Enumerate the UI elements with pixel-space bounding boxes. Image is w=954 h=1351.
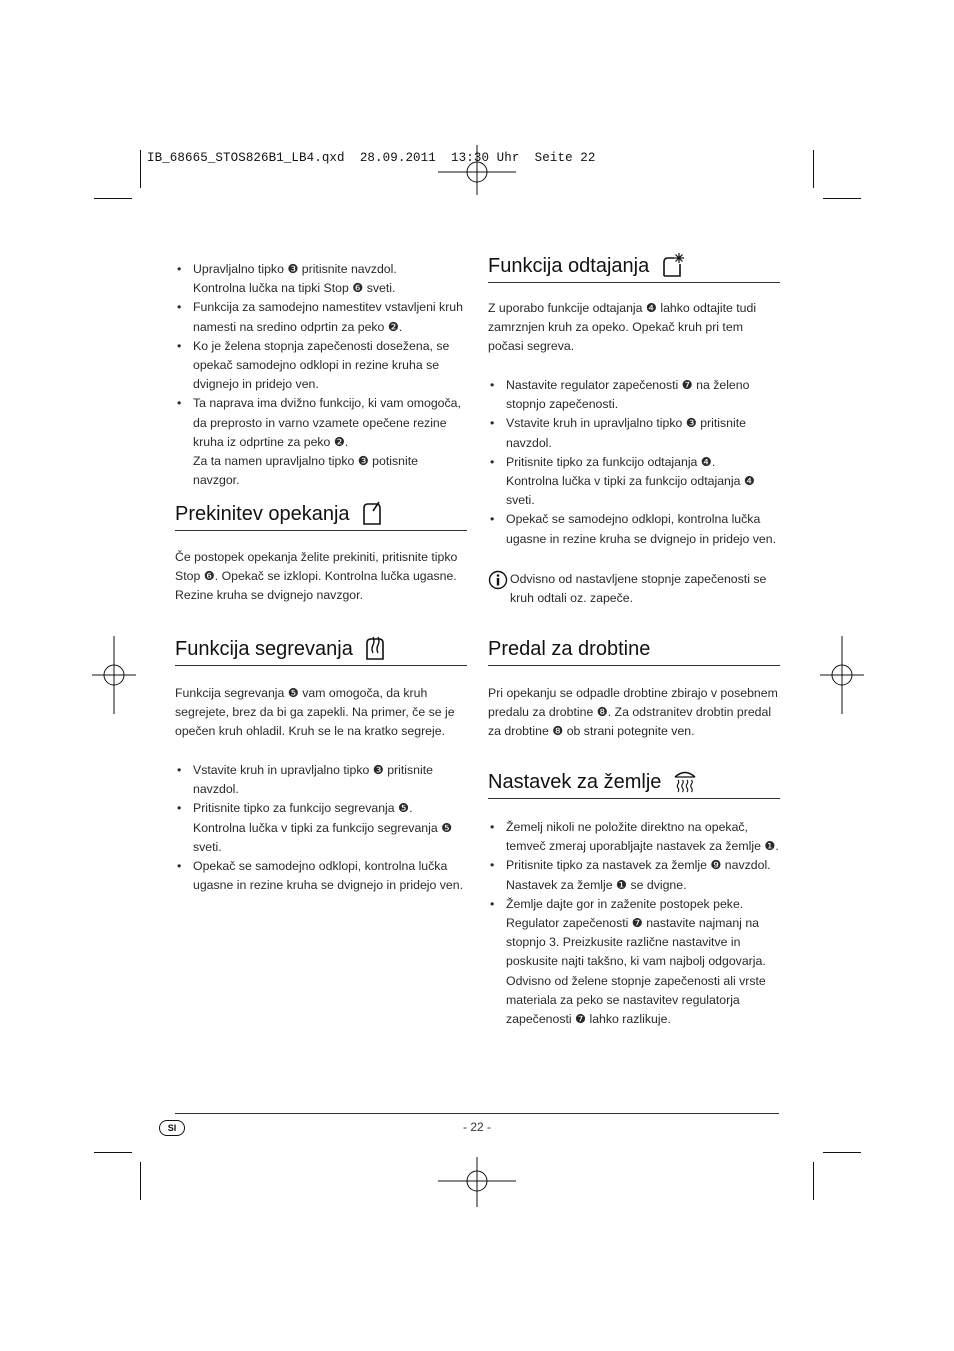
list-item: • Vstavite kruh in upravljalno tipko ❸ pritisnite navzdol. [175, 761, 467, 799]
list-item: • Pritisnite tipko za funkcijo odtajanja ❹. Kontrolna lučka v tipki za funkcijo odtajanja ❹ sveti. [488, 453, 780, 511]
heading-text: Nastavek za žemlje [488, 771, 662, 793]
reheat-paragraph: Funkcija segrevanja ❺ vam omogoča, da kruh segrejete, brez da bi ga zapekli. Na primer, če se je opečen kruh ohladil. Kruh se le na kratko segreje. [175, 686, 455, 739]
bun-rack-icon [672, 768, 698, 794]
info-icon [488, 570, 508, 590]
list-item: • Nastavite regulator zapečenosti ❼ na želeno stopnjo zapečenosti. [488, 376, 780, 414]
list-item: • Pritisnite tipko za nastavek za žemlje ❾ navzdol. Nastavek za žemlje ❶ se dvigne. [488, 856, 780, 894]
language-badge: SI [159, 1120, 185, 1136]
heading-text: Prekinitev opekanja [175, 503, 350, 525]
heading-text: Funkcija odtajanja [488, 255, 650, 277]
section-heading-defrost [488, 252, 780, 283]
list-item: • Ko je želena stopnja zapečenosti dosežena, se opekač samodejno odklopi in rezine kruha se dvignejo in pridejo ven. [175, 337, 467, 395]
defrost-paragraph: Z uporabo funkcije odtajanja ❹ lahko odtajite tudi zamrznjen kruh za opeko. Opekač kruh pri tem počasi segreva. [488, 301, 757, 354]
crop-mark [140, 150, 141, 188]
section-heading-reheat [175, 635, 467, 666]
info-note: Odvisno od nastavljene stopnje zapečenosti se kruh odtali oz. zapeče. [488, 570, 780, 608]
section-heading-bun [488, 768, 780, 799]
defrost-list [488, 376, 780, 549]
list-item: • Opekač se samodejno odklopi, kontrolna lučka ugasne in rezine kruha se dvignejo in pridejo ven. [175, 857, 467, 895]
registration-mark-right [820, 636, 864, 714]
print-slug: IB_68665_STOS826B1_LB4.qxd 28.09.2011 13:30 Uhr Seite 22 [147, 151, 596, 165]
toast-defrost-icon [660, 252, 686, 278]
toast-stop-icon [360, 500, 386, 526]
crumb-paragraph: Pri opekanju se odpadle drobtine zbirajo v posebnem predalu za drobtine ❽. Za odstranitev drobtin predal za drobtine ❽ ob strani potegnite ven. [488, 686, 778, 739]
list-item: • Funkcija za samodejno namestitev vstavljeni kruh namesti na sredino odprtin za peko ❷. [175, 298, 467, 336]
toast-reheat-icon [363, 635, 389, 661]
crop-mark [823, 198, 861, 199]
crop-mark [94, 1152, 132, 1153]
list-item: • Ta naprava ima dvižno funkcijo, ki vam omogoča, da preprosto in varno vzamete opečene rezine kruha iz odprtine za peko ❷. Za ta namen upravljalno tipko ❸ potisnite navzgor. [175, 394, 467, 490]
list-item: • Opekač se samodejno odklopi, kontrolna lučka ugasne in rezine kruha se dvignejo in pridejo ven. [488, 510, 780, 548]
list-item: • Vstavite kruh in upravljalno tipko ❸ pritisnite navzdol. [488, 414, 780, 452]
section-heading-stop [175, 500, 467, 531]
registration-mark-left [92, 636, 136, 714]
reheat-list [175, 761, 467, 895]
left-intro-list [175, 260, 467, 490]
list-item: • Žemlje dajte gor in zaženite postopek peke. Regulator zapečenosti ❼ nastavite najmanj na stopnjo 3. Preizkusite različne nastavitve in poskusite najti takšno, ki vam najbolj odgovarja. Odvisno od želene stopnje zapečenosti ali vrste materiala za peko se nastavitev regulatorja zapečenosti ❼ lahko razlikuje. [488, 895, 780, 1029]
bun-list [488, 818, 780, 1029]
crop-mark [94, 198, 132, 199]
crop-mark [813, 1162, 814, 1200]
section-heading-crumb [488, 637, 780, 666]
crop-mark [140, 1162, 141, 1200]
footer-rule [175, 1113, 779, 1114]
heading-text: Funkcija segrevanja [175, 638, 353, 660]
list-item: • Pritisnite tipko za funkcijo segrevanja ❺. Kontrolna lučka v tipki za funkcijo segrevanja ❺ sveti. [175, 799, 467, 857]
list-item: • Upravljalno tipko ❸ pritisnite navzdol. Kontrolna lučka na tipki Stop ❻ sveti. [175, 260, 467, 298]
list-item: • Žemelj nikoli ne položite direktno na opekač, temveč zmeraj uporabljajte nastavek za žemlje ❶. [488, 818, 780, 856]
registration-mark-bottom [438, 1157, 516, 1207]
heading-text: Predal za drobtine [488, 638, 651, 660]
crop-mark [823, 1152, 861, 1153]
crop-mark [813, 150, 814, 188]
page-number: - 22 - [462, 1120, 491, 1134]
stop-paragraph: Če postopek opekanja želite prekiniti, pritisnite tipko Stop ❻. Opekač se izklopi. Kontrolna lučka ugasne. Rezine kruha se dvignejo navzgor. [175, 550, 458, 603]
